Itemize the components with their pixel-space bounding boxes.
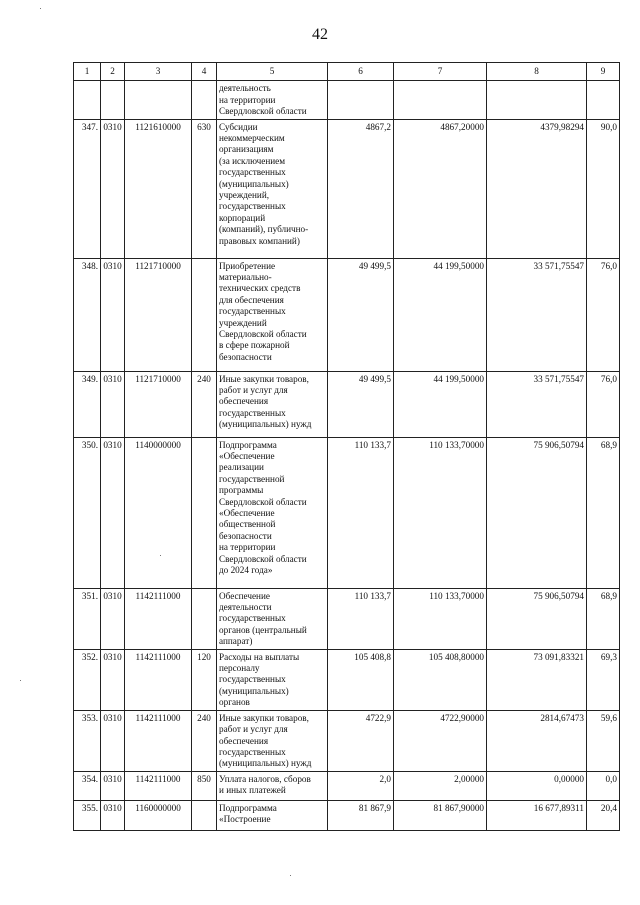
row-number: 351. (74, 588, 101, 649)
row-number: 355. (74, 800, 101, 830)
row-number: 348. (74, 258, 101, 371)
page-number: 42 (312, 26, 328, 43)
percent-executed: 76,0 (587, 371, 620, 437)
plan-amount: 110 133,7 (328, 437, 394, 588)
percent-executed (587, 81, 620, 119)
actual-amount: 16 677,89311 (487, 800, 587, 830)
table-row (74, 81, 620, 119)
actual-amount (487, 81, 587, 119)
col-header: 1 (74, 63, 101, 81)
section-code: 0310 (101, 649, 125, 710)
row-number: 354. (74, 771, 101, 800)
actual-amount: 75 906,50794 (487, 588, 587, 649)
section-code: 0310 (101, 119, 125, 258)
row-description: Расходы на выплаты персоналу государственных (муниципальных) органов (217, 649, 328, 710)
actual-amount: 2814,67473 (487, 710, 587, 771)
plan-amount (328, 81, 394, 119)
target-code: 1142111000 (125, 649, 192, 710)
table-row (74, 258, 620, 371)
clarified-amount: 4722,90000 (394, 710, 487, 771)
clarified-amount (394, 81, 487, 119)
plan-amount: 105 408,8 (328, 649, 394, 710)
col-header: 6 (328, 63, 394, 81)
percent-executed: 59,6 (587, 710, 620, 771)
target-code: 1160000000 (125, 800, 192, 830)
row-number: 349. (74, 371, 101, 437)
row-number (74, 81, 101, 119)
section-code: 0310 (101, 371, 125, 437)
row-description: Подпрограмма «Построение (217, 800, 328, 830)
plan-amount: 4867,2 (328, 119, 394, 258)
scan-speck (40, 8, 41, 9)
expense-type: 630 (192, 119, 217, 258)
percent-executed: 90,0 (587, 119, 620, 258)
expense-type: 240 (192, 710, 217, 771)
col-header: 5 (217, 63, 328, 81)
plan-amount: 81 867,9 (328, 800, 394, 830)
target-code: 1142111000 (125, 771, 192, 800)
percent-executed: 68,9 (587, 588, 620, 649)
clarified-amount: 81 867,90000 (394, 800, 487, 830)
table-row (74, 771, 620, 800)
row-description: Уплата налогов, сборов и иных платежей (217, 771, 328, 800)
percent-executed: 68,9 (587, 437, 620, 588)
clarified-amount: 105 408,80000 (394, 649, 487, 710)
section-code: 0310 (101, 771, 125, 800)
clarified-amount: 110 133,70000 (394, 437, 487, 588)
expense-type (192, 258, 217, 371)
expense-type (192, 437, 217, 588)
section-code: 0310 (101, 588, 125, 649)
col-header: 4 (192, 63, 217, 81)
clarified-amount: 2,00000 (394, 771, 487, 800)
actual-amount: 75 906,50794 (487, 437, 587, 588)
target-code: 1142111000 (125, 710, 192, 771)
col-header: 8 (487, 63, 587, 81)
budget-table (73, 62, 620, 831)
actual-amount: 73 091,83321 (487, 649, 587, 710)
target-code: 1121710000 (125, 371, 192, 437)
target-code: 1140000000 (125, 437, 192, 588)
target-code: 1121710000 (125, 258, 192, 371)
actual-amount: 0,00000 (487, 771, 587, 800)
clarified-amount: 44 199,50000 (394, 371, 487, 437)
row-description: Обеспечение деятельности государственных органов (центральный аппарат) (217, 588, 328, 649)
section-code (101, 81, 125, 119)
table-row (74, 588, 620, 649)
table-row (74, 437, 620, 588)
expense-type (192, 588, 217, 649)
percent-executed: 69,3 (587, 649, 620, 710)
plan-amount: 110 133,7 (328, 588, 394, 649)
percent-executed: 0,0 (587, 771, 620, 800)
col-header: 9 (587, 63, 620, 81)
expense-type: 240 (192, 371, 217, 437)
target-code: 1121610000 (125, 119, 192, 258)
target-code (125, 81, 192, 119)
table-row (74, 649, 620, 710)
section-code: 0310 (101, 710, 125, 771)
plan-amount: 49 499,5 (328, 258, 394, 371)
percent-executed: 20,4 (587, 800, 620, 830)
clarified-amount: 44 199,50000 (394, 258, 487, 371)
row-description: Субсидии некоммерческим организациям (за исключением государственных (муниципальных) учреждений, государственных корпораций (компаний), публично- правовых компаний) (217, 119, 328, 258)
row-number: 350. (74, 437, 101, 588)
scan-speck (160, 555, 161, 556)
actual-amount: 33 571,75547 (487, 258, 587, 371)
col-header: 3 (125, 63, 192, 81)
row-number: 347. (74, 119, 101, 258)
row-description: Приобретение материально- технических средств для обеспечения государственных учреждений Свердловской области в сфере пожарной безопасности (217, 258, 328, 371)
clarified-amount: 110 133,70000 (394, 588, 487, 649)
plan-amount: 4722,9 (328, 710, 394, 771)
expense-type: 120 (192, 649, 217, 710)
scan-speck (290, 875, 291, 876)
row-description: деятельность на территории Свердловской области (217, 81, 328, 119)
actual-amount: 4379,98294 (487, 119, 587, 258)
row-number: 352. (74, 649, 101, 710)
percent-executed: 76,0 (587, 258, 620, 371)
clarified-amount: 4867,20000 (394, 119, 487, 258)
section-code: 0310 (101, 437, 125, 588)
row-description: Иные закупки товаров, работ и услуг для обеспечения государственных (муниципальных) нужд (217, 710, 328, 771)
table-row (74, 800, 620, 830)
expense-type (192, 81, 217, 119)
section-code: 0310 (101, 800, 125, 830)
expense-type: 850 (192, 771, 217, 800)
header-row (74, 63, 620, 81)
table-row (74, 371, 620, 437)
plan-amount: 2,0 (328, 771, 394, 800)
plan-amount: 49 499,5 (328, 371, 394, 437)
target-code: 1142111000 (125, 588, 192, 649)
row-number: 353. (74, 710, 101, 771)
row-description: Подпрограмма «Обеспечение реализации государственной программы Свердловской области «Обеспечение общественной безопасности на территории Свердловской области до 2024 года» (217, 437, 328, 588)
table-row (74, 710, 620, 771)
actual-amount: 33 571,75547 (487, 371, 587, 437)
expense-type (192, 800, 217, 830)
scan-speck (20, 680, 21, 681)
col-header: 7 (394, 63, 487, 81)
col-header: 2 (101, 63, 125, 81)
table-row (74, 119, 620, 258)
section-code: 0310 (101, 258, 125, 371)
row-description: Иные закупки товаров, работ и услуг для обеспечения государственных (муниципальных) нужд (217, 371, 328, 437)
